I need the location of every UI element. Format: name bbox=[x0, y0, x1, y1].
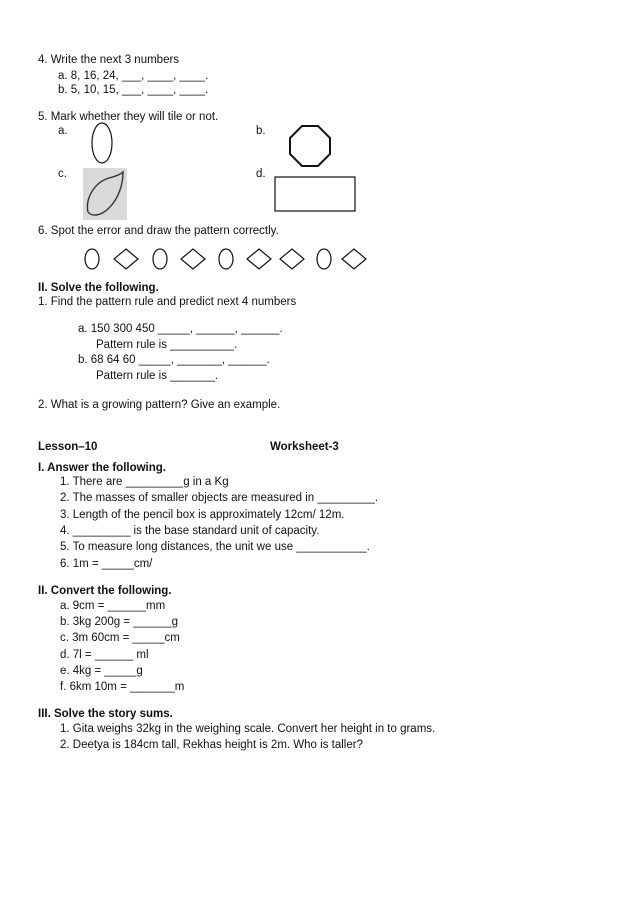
ws3-ii-item-a: a. 9cm = ______mm bbox=[60, 600, 166, 612]
pattern-circle-3 bbox=[153, 249, 167, 269]
pattern-diamond-6 bbox=[247, 249, 271, 269]
ws3-iii-item-2: 2. Deetya is 184cm tall, Rekhas height is 2m. Who is taller? bbox=[60, 739, 363, 751]
section-ii-q1-title: 1. Find the pattern rule and predict next 4 numbers bbox=[38, 296, 297, 308]
pattern-diamond-7 bbox=[280, 249, 304, 269]
pattern-diamond-2 bbox=[114, 249, 138, 269]
rectangle-shape bbox=[274, 176, 358, 214]
ws3-iii-item-1: 1. Gita weighs 32kg in the weighing scale. Convert her height in to grams. bbox=[60, 723, 436, 735]
octagon-shape bbox=[288, 124, 334, 170]
ws3-i-heading: I. Answer the following. bbox=[38, 462, 166, 474]
q6-title: 6. Spot the error and draw the pattern correctly. bbox=[38, 225, 279, 237]
ws3-i-item-3: 3. Length of the pencil box is approximately 12cm/ 12m. bbox=[60, 509, 345, 521]
q5-label-c: c. bbox=[58, 168, 67, 180]
q5-title: 5. Mark whether they will tile or not. bbox=[38, 111, 219, 123]
leaf-drawing-image bbox=[83, 168, 127, 220]
section-ii-item-b: b. 68 64 60 _____, _______, ______. bbox=[78, 354, 270, 366]
ws3-i-item-5: 5. To measure long distances, the unit we use ___________. bbox=[60, 541, 370, 553]
section-ii-rule-b: Pattern rule is _______. bbox=[96, 370, 219, 382]
ws3-ii-item-e: e. 4kg = _____g bbox=[60, 665, 143, 677]
q4-item-a: a. 8, 16, 24, ___, ____, ____. bbox=[58, 70, 209, 82]
ellipse-shape bbox=[88, 120, 118, 166]
ws3-iii-heading: III. Solve the story sums. bbox=[38, 708, 173, 720]
pattern-row bbox=[80, 245, 370, 275]
pattern-diamond-9 bbox=[342, 249, 366, 269]
worksheet-label: Worksheet-3 bbox=[270, 441, 339, 453]
ws3-i-item-1: 1. There are _________g in a Kg bbox=[60, 476, 229, 488]
ws3-ii-item-f: f. 6km 10m = _______m bbox=[60, 681, 185, 693]
q4-title: 4. Write the next 3 numbers bbox=[38, 54, 180, 66]
ws3-ii-item-d: d. 7l = ______ ml bbox=[60, 649, 149, 661]
ws3-ii-item-c: c. 3m 60cm = _____cm bbox=[60, 632, 180, 644]
ws3-ii-heading: II. Convert the following. bbox=[38, 585, 172, 597]
section-ii-item-a: a. 150 300 450 _____, ______, ______. bbox=[78, 323, 283, 335]
section-ii-rule-a: Pattern rule is __________. bbox=[96, 339, 238, 351]
q4-item-b: b. 5, 10, 15, ___, ____, ____. bbox=[58, 84, 209, 96]
ws3-i-item-4: 4. _________ is the base standard unit of capacity. bbox=[60, 525, 320, 537]
pattern-diamond-4 bbox=[181, 249, 205, 269]
pattern-circle-5 bbox=[219, 249, 233, 269]
pattern-circle-1 bbox=[85, 249, 99, 269]
lesson-label: Lesson–10 bbox=[38, 441, 98, 453]
q5-label-d: d. bbox=[256, 168, 266, 180]
q5-label-a: a. bbox=[58, 125, 68, 137]
ws3-i-item-2: 2. The masses of smaller objects are measured in _________. bbox=[60, 492, 379, 504]
leaf-icon bbox=[83, 168, 127, 220]
section-ii-q2: 2. What is a growing pattern? Give an example. bbox=[38, 399, 281, 411]
q5-label-b: b. bbox=[256, 125, 266, 137]
ws3-i-item-6: 6. 1m = _____cm/ bbox=[60, 558, 153, 570]
section-ii-heading: II. Solve the following. bbox=[38, 282, 159, 294]
ws3-ii-item-b: b. 3kg 200g = ______g bbox=[60, 616, 178, 628]
pattern-circle-8 bbox=[317, 249, 331, 269]
